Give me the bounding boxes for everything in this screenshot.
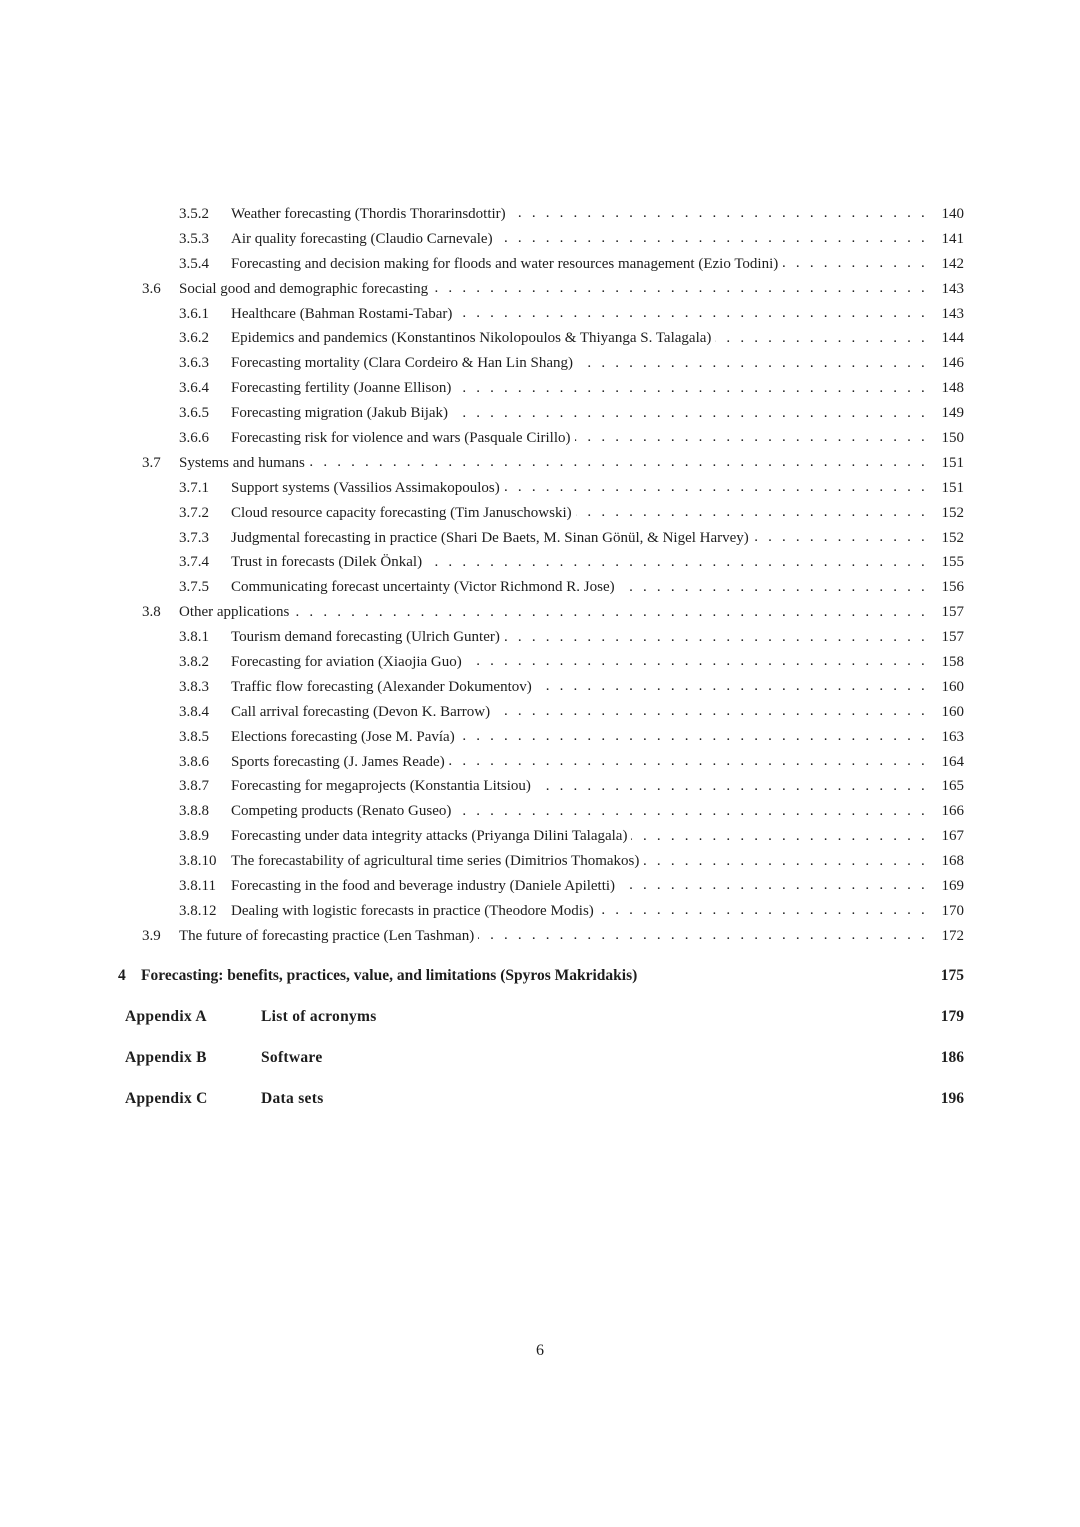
entry-title: Competing products (Renato Guseo) bbox=[231, 803, 452, 820]
entry-page-number: 141 bbox=[941, 230, 964, 247]
entry-title: Elections forecasting (Jose M. Pavía) bbox=[231, 728, 455, 745]
dot-leader bbox=[753, 529, 928, 547]
toc-subsection-entry[interactable] bbox=[0, 426, 1080, 451]
dot-leader bbox=[536, 678, 928, 696]
entry-number: 3.7.2 bbox=[179, 504, 209, 521]
toc-subsection-entry[interactable] bbox=[0, 874, 1080, 899]
entry-title: Forecasting under data integrity attacks (Priyanga Dilini Talagala) bbox=[231, 828, 628, 845]
toc-appendix-b[interactable] bbox=[0, 1046, 1080, 1070]
dot-leader bbox=[643, 853, 928, 871]
entry-number: 3.7.3 bbox=[179, 529, 209, 546]
dot-leader bbox=[598, 902, 928, 920]
entry-title: Forecasting and decision making for floods and water resources management (Ezio Todini) bbox=[231, 255, 779, 272]
dot-leader bbox=[631, 828, 928, 846]
entry-page-number: 149 bbox=[941, 405, 964, 422]
dot-leader bbox=[782, 255, 928, 273]
entry-page-number: 156 bbox=[941, 579, 964, 596]
toc-subsection-entry[interactable] bbox=[0, 675, 1080, 700]
appendix-page-number: 179 bbox=[940, 1008, 964, 1025]
dot-leader bbox=[426, 554, 928, 572]
toc-subsection-entry[interactable] bbox=[0, 774, 1080, 799]
entry-page-number: 142 bbox=[941, 255, 964, 272]
entry-page-number: 151 bbox=[941, 454, 964, 471]
dot-leader bbox=[497, 230, 928, 248]
entry-number: 3.5.4 bbox=[179, 255, 209, 272]
entry-page-number: 151 bbox=[941, 479, 964, 496]
toc-appendix-c[interactable] bbox=[0, 1087, 1080, 1111]
toc-subsection-entry[interactable] bbox=[0, 376, 1080, 401]
toc-subsection-entry[interactable] bbox=[0, 899, 1080, 924]
entry-number: 3.6.5 bbox=[179, 405, 209, 422]
entry-title: Social good and demographic forecasting bbox=[179, 280, 429, 297]
entry-page-number: 140 bbox=[941, 205, 964, 222]
dot-leader bbox=[504, 479, 928, 497]
entry-page-number: 150 bbox=[941, 429, 964, 446]
entry-title: The future of forecasting practice (Len Tashman) bbox=[179, 927, 475, 944]
entry-title: Trust in forecasts (Dilek Önkal) bbox=[231, 554, 423, 571]
entry-title: Communicating forecast uncertainty (Victor Richmond R. Jose) bbox=[231, 579, 615, 596]
entry-number: 3.8.2 bbox=[179, 653, 209, 670]
entry-title: Air quality forecasting (Claudio Carnevale) bbox=[231, 230, 493, 247]
entry-title: Traffic flow forecasting (Alexander Dokumentov) bbox=[231, 678, 532, 695]
toc-subsection-entry[interactable] bbox=[0, 351, 1080, 376]
toc-subsection-entry[interactable] bbox=[0, 575, 1080, 600]
entry-title: Other applications bbox=[179, 604, 290, 621]
toc-section-entry[interactable] bbox=[0, 924, 1080, 949]
toc-subsection-entry[interactable] bbox=[0, 725, 1080, 750]
dot-leader bbox=[577, 355, 928, 373]
dot-leader bbox=[619, 877, 928, 895]
entry-number: 3.8 bbox=[142, 604, 161, 621]
appendix-label: Appendix A bbox=[125, 1008, 207, 1025]
toc-section-entry[interactable] bbox=[0, 277, 1080, 302]
toc-subsection-entry[interactable] bbox=[0, 700, 1080, 725]
entry-title: Forecasting in the food and beverage industry (Daniele Apiletti) bbox=[231, 877, 616, 894]
toc-subsection-entry[interactable] bbox=[0, 849, 1080, 874]
entry-page-number: 170 bbox=[941, 902, 964, 919]
entry-page-number: 152 bbox=[941, 504, 964, 521]
toc-subsection-entry[interactable] bbox=[0, 526, 1080, 551]
entry-title: Sports forecasting (J. James Reade) bbox=[231, 753, 445, 770]
toc-subsection-entry[interactable] bbox=[0, 750, 1080, 775]
appendix-label: Appendix B bbox=[125, 1049, 207, 1066]
page-number-footer: 6 bbox=[536, 1342, 544, 1359]
dot-leader bbox=[432, 280, 928, 298]
appendix-label: Appendix C bbox=[125, 1090, 208, 1107]
entry-page-number: 167 bbox=[941, 828, 964, 845]
dot-leader bbox=[459, 728, 928, 746]
entry-page-number: 166 bbox=[941, 803, 964, 820]
entry-title: Call arrival forecasting (Devon K. Barrow) bbox=[231, 703, 491, 720]
chapter-page-number: 175 bbox=[940, 967, 964, 984]
appendix-page-number: 196 bbox=[940, 1090, 964, 1107]
toc-subsection-entry[interactable] bbox=[0, 476, 1080, 501]
entry-page-number: 143 bbox=[941, 280, 964, 297]
entry-number: 3.7.4 bbox=[179, 554, 209, 571]
dot-leader bbox=[293, 604, 928, 622]
dot-leader bbox=[455, 380, 928, 398]
entry-page-number: 148 bbox=[941, 380, 964, 397]
dot-leader bbox=[309, 454, 928, 472]
entry-number: 3.8.9 bbox=[179, 828, 209, 845]
chapter-title: Forecasting: benefits, practices, value, and limitations (Spyros Makridakis) bbox=[141, 967, 638, 984]
dot-leader bbox=[466, 653, 928, 671]
entry-number: 3.6.6 bbox=[179, 429, 209, 446]
toc-subsection-entry[interactable] bbox=[0, 824, 1080, 849]
entry-number: 3.8.10 bbox=[179, 853, 217, 870]
entry-page-number: 165 bbox=[941, 778, 964, 795]
entry-page-number: 172 bbox=[941, 927, 964, 944]
entry-page-number: 146 bbox=[941, 355, 964, 372]
entry-number: 3.8.7 bbox=[179, 778, 209, 795]
toc-section-entry[interactable] bbox=[0, 600, 1080, 625]
dot-leader bbox=[510, 205, 928, 223]
chapter-number: 4 bbox=[118, 967, 126, 984]
entry-number: 3.8.1 bbox=[179, 629, 209, 646]
entry-title: Dealing with logistic forecasts in practice (Theodore Modis) bbox=[231, 902, 594, 919]
toc-subsection-entry[interactable] bbox=[0, 202, 1080, 227]
entry-number: 3.8.4 bbox=[179, 703, 209, 720]
entry-title: Forecasting for aviation (Xiaojia Guo) bbox=[231, 653, 462, 670]
appendix-title: List of acronyms bbox=[261, 1008, 377, 1025]
dot-leader bbox=[535, 778, 928, 796]
entry-title: The forecastability of agricultural time series (Dimitrios Thomakos) bbox=[231, 853, 640, 870]
appendix-page-number: 186 bbox=[940, 1049, 964, 1066]
entry-page-number: 163 bbox=[941, 728, 964, 745]
entry-number: 3.6 bbox=[142, 280, 161, 297]
entry-number: 3.8.11 bbox=[179, 877, 216, 894]
entry-page-number: 157 bbox=[941, 604, 964, 621]
entry-page-number: 155 bbox=[941, 554, 964, 571]
entry-title: Forecasting migration (Jakub Bijak) bbox=[231, 405, 449, 422]
toc-subsection-entry[interactable] bbox=[0, 302, 1080, 327]
toc-chapter-4[interactable] bbox=[0, 964, 1080, 988]
entry-number: 3.6.1 bbox=[179, 305, 209, 322]
appendix-title: Data sets bbox=[261, 1090, 324, 1107]
entry-number: 3.8.12 bbox=[179, 902, 217, 919]
toc-subsection-entry[interactable] bbox=[0, 799, 1080, 824]
entry-number: 3.7 bbox=[142, 454, 161, 471]
entry-number: 3.7.1 bbox=[179, 479, 209, 496]
entry-number: 3.8.8 bbox=[179, 803, 209, 820]
entry-title: Support systems (Vassilios Assimakopoulos) bbox=[231, 479, 500, 496]
entry-title: Judgmental forecasting in practice (Shari De Baets, M. Sinan Gönül, & Nigel Harvey) bbox=[231, 529, 749, 546]
toc-subsection-entry[interactable] bbox=[0, 501, 1080, 526]
toc-section-entry[interactable] bbox=[0, 451, 1080, 476]
entry-title: Forecasting fertility (Joanne Ellison) bbox=[231, 380, 452, 397]
entry-page-number: 144 bbox=[941, 330, 964, 347]
entry-number: 3.5.3 bbox=[179, 230, 209, 247]
entry-number: 3.8.3 bbox=[179, 678, 209, 695]
toc-subsection-entry[interactable] bbox=[0, 401, 1080, 426]
dot-leader bbox=[619, 579, 928, 597]
entry-page-number: 158 bbox=[941, 653, 964, 670]
entry-number: 3.6.3 bbox=[179, 355, 209, 372]
dot-leader bbox=[455, 803, 928, 821]
entry-number: 3.5.2 bbox=[179, 205, 209, 222]
dot-leader bbox=[576, 504, 928, 522]
dot-leader bbox=[494, 703, 928, 721]
toc-subsection-entry[interactable] bbox=[0, 550, 1080, 575]
entry-page-number: 157 bbox=[941, 629, 964, 646]
entry-page-number: 160 bbox=[941, 703, 964, 720]
entry-title: Epidemics and pandemics (Konstantinos Nikolopoulos & Thiyanga S. Talagala) bbox=[231, 330, 712, 347]
entry-page-number: 143 bbox=[941, 305, 964, 322]
entry-number: 3.6.2 bbox=[179, 330, 209, 347]
toc-subsection-entry[interactable] bbox=[0, 252, 1080, 277]
appendix-title: Software bbox=[261, 1049, 323, 1066]
entry-title: Forecasting mortality (Clara Cordeiro & Han Lin Shang) bbox=[231, 355, 574, 372]
dot-leader bbox=[449, 753, 928, 771]
toc-subsection-entry[interactable] bbox=[0, 625, 1080, 650]
dot-leader bbox=[452, 405, 928, 423]
entry-number: 3.7.5 bbox=[179, 579, 209, 596]
dot-leader bbox=[575, 429, 929, 447]
entry-title: Weather forecasting (Thordis Thorarinsdottir) bbox=[231, 205, 506, 222]
entry-page-number: 168 bbox=[941, 853, 964, 870]
entry-page-number: 160 bbox=[941, 678, 964, 695]
entry-number: 3.8.6 bbox=[179, 753, 209, 770]
table-of-contents bbox=[0, 202, 1080, 949]
entry-title: Tourism demand forecasting (Ulrich Gunter) bbox=[231, 629, 500, 646]
dot-leader bbox=[504, 629, 928, 647]
entry-title: Forecasting risk for violence and wars (Pasquale Cirillo) bbox=[231, 429, 571, 446]
entry-number: 3.6.4 bbox=[179, 380, 209, 397]
toc-subsection-entry[interactable] bbox=[0, 227, 1080, 252]
entry-title: Systems and humans bbox=[179, 454, 305, 471]
entry-number: 3.9 bbox=[142, 927, 161, 944]
toc-subsection-entry[interactable] bbox=[0, 326, 1080, 351]
entry-page-number: 169 bbox=[941, 877, 964, 894]
entry-title: Forecasting for megaprojects (Konstantia Litsiou) bbox=[231, 778, 531, 795]
toc-appendix-a[interactable] bbox=[0, 1005, 1080, 1029]
entry-title: Cloud resource capacity forecasting (Tim Januschowski) bbox=[231, 504, 572, 521]
dot-leader bbox=[456, 305, 928, 323]
dot-leader bbox=[478, 927, 928, 945]
entry-title: Healthcare (Bahman Rostami-Tabar) bbox=[231, 305, 453, 322]
entry-page-number: 152 bbox=[941, 529, 964, 546]
dot-leader bbox=[715, 330, 928, 348]
toc-subsection-entry[interactable] bbox=[0, 650, 1080, 675]
entry-number: 3.8.5 bbox=[179, 728, 209, 745]
entry-page-number: 164 bbox=[941, 753, 964, 770]
